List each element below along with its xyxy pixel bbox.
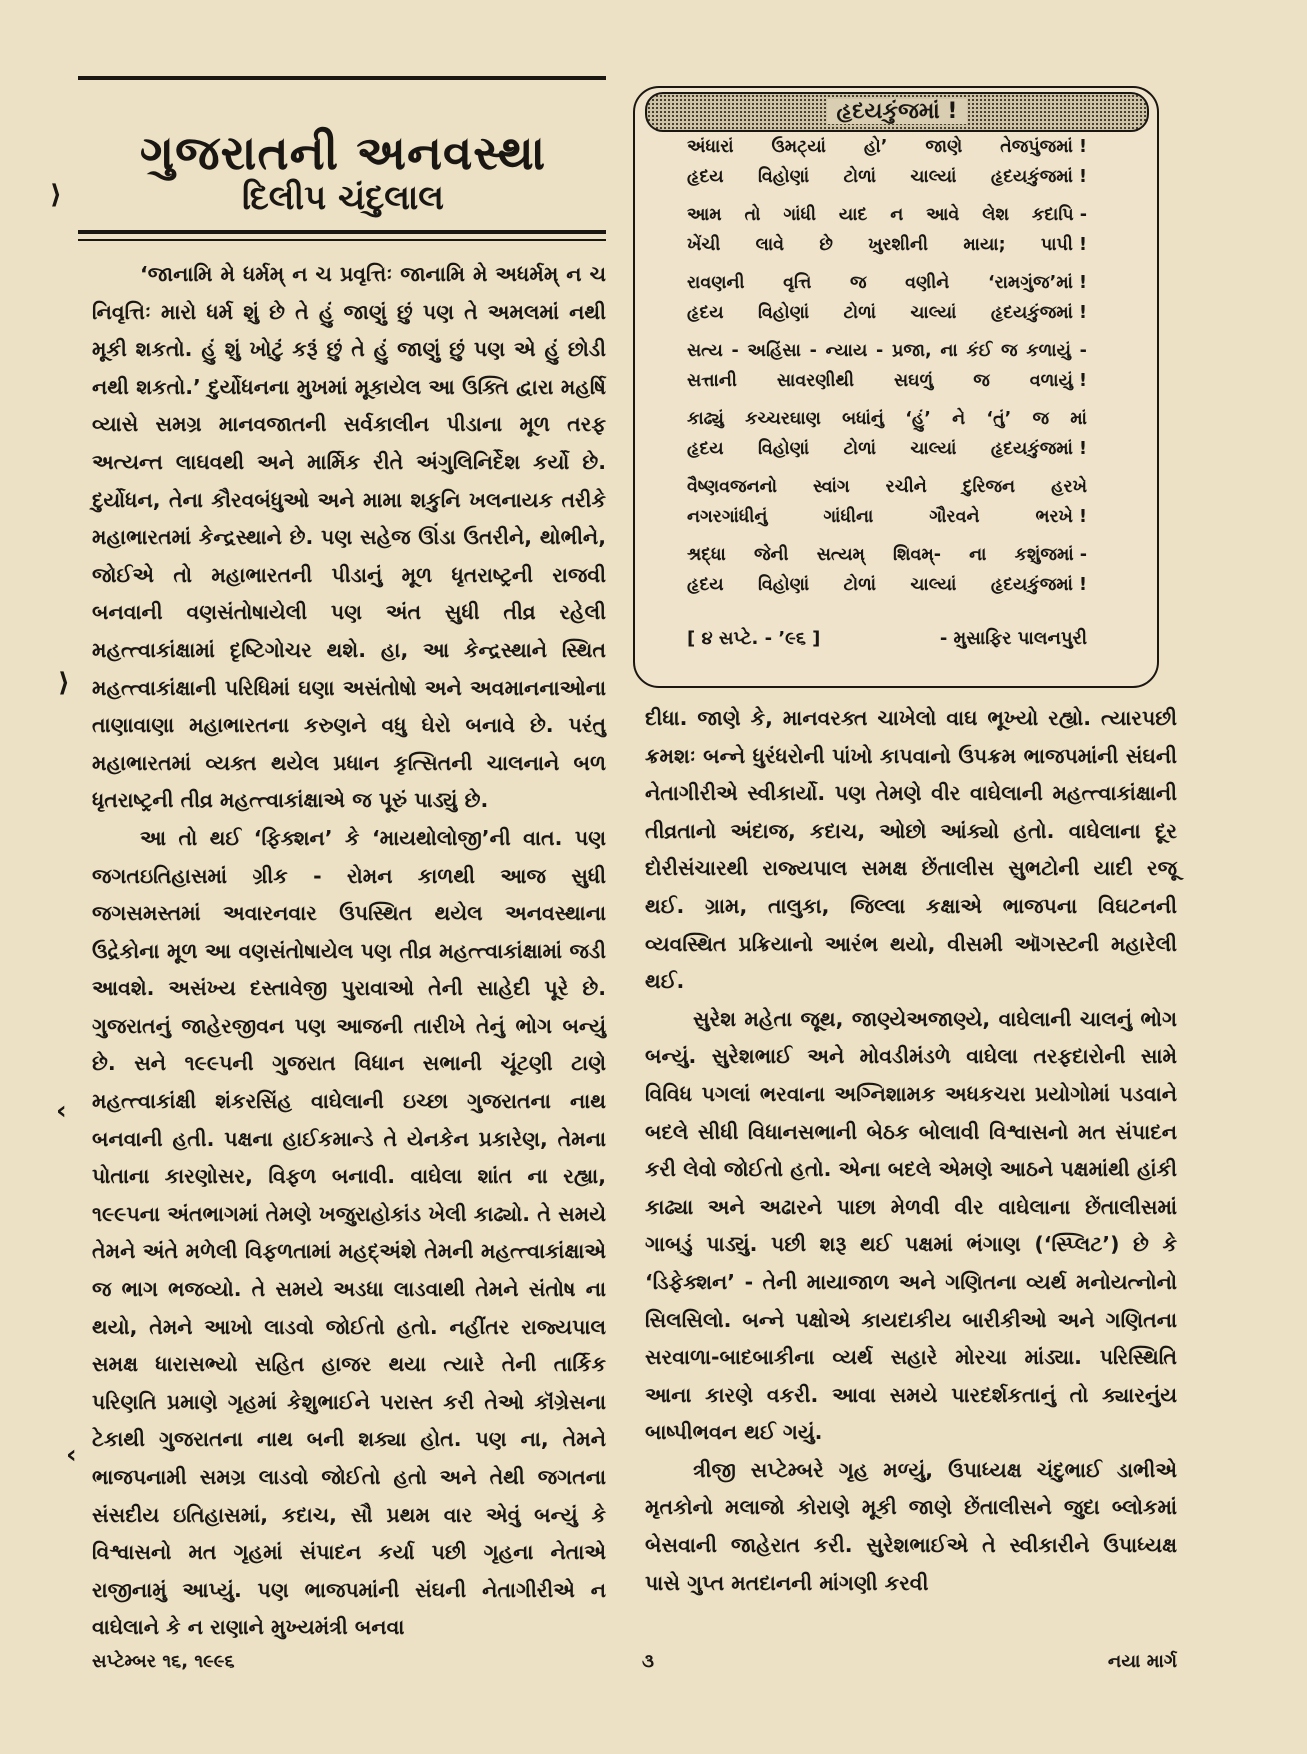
poem-word: સત્તાની [687, 371, 737, 391]
issue-date: સપ્ટેમ્બર ૧૬, ૧૯૯૬ [92, 1651, 235, 1672]
poem-word: ટોળાં [843, 167, 877, 187]
poem-stanza [687, 200, 1087, 260]
poem-stanza [687, 404, 1087, 464]
poem-word: ચાલ્યાં [910, 167, 957, 187]
poem-word: વળાયું ! [1029, 371, 1087, 391]
poem-word: લેશ [982, 205, 1009, 225]
poem-word: ખેંચી [687, 235, 721, 255]
poem-word: ન્યાય [825, 341, 868, 361]
title-bottom-rule-2 [78, 239, 606, 241]
poem-line [687, 268, 1087, 298]
poem-word: વિહોણાં [757, 439, 810, 459]
poem-word: હૃદય [687, 439, 724, 459]
magazine-name: નયા માર્ગ [1107, 1651, 1177, 1672]
poem-word: સઘળું [893, 371, 934, 391]
poem-word: ઉમટ્યાં [771, 137, 826, 157]
poem-stanza [687, 336, 1087, 396]
poem-word: ને [952, 409, 966, 429]
poem-line [687, 336, 1087, 366]
poem-word: પાપી ! [1040, 235, 1087, 255]
poem-stanza [687, 268, 1087, 328]
poem-line [687, 162, 1087, 192]
poem-word: ના [969, 545, 987, 565]
poem-word: વૃત્તિ [783, 273, 812, 293]
binding-mark: ⟩ [50, 180, 62, 210]
poem-word: વિહોણાં [757, 167, 810, 187]
poem-word: છે [819, 235, 833, 255]
poem-word: શ્રદ્ધા [687, 545, 726, 565]
poem-word: ‘રામગુંજ’માં ! [987, 273, 1087, 293]
poem-word: ગાંધીના [823, 507, 874, 527]
poem-line [687, 200, 1087, 230]
poem-line [687, 298, 1087, 328]
poem-word: અહિંસા [747, 341, 801, 361]
poem-word: હૃદય [687, 167, 724, 187]
poem-word: હૃદયકુંજમાં ! [990, 439, 1087, 459]
page-number: ૩ [642, 1651, 654, 1672]
poem-word: ચાલ્યાં [910, 303, 957, 323]
poem-word: રાવણની [687, 273, 745, 293]
poem-word: હૃદયકુંજમાં ! [990, 303, 1087, 323]
poem-word: વિહોણાં [757, 575, 810, 595]
poem-word: ચાલ્યાં [910, 439, 957, 459]
poem-line [687, 132, 1087, 162]
poem-word: - [1079, 341, 1087, 361]
poem-word: રચીને [885, 477, 927, 497]
poem-word: સાવરણીથી [776, 371, 854, 391]
title-top-rule [78, 76, 606, 80]
poem-title: હૃદયકુંજમાં ! [827, 99, 968, 124]
article-author: દિલીપ ચંદુલાલ [242, 178, 444, 218]
poem-word: વિહોણાં [757, 303, 810, 323]
poem-word: તેજપુંજમાં ! [1000, 137, 1087, 157]
poem-word: ખુરશીની [868, 235, 929, 255]
poem-author: - મુસાફિર પાલનપુરી [939, 628, 1087, 649]
poem-word: દુરિજન [962, 477, 1016, 497]
poem-word: જ [849, 273, 867, 293]
poem-word: વૈષ્ણવજનનો [687, 477, 778, 497]
poem-word: આવે [926, 205, 960, 225]
poem-word: ના [940, 341, 958, 361]
article-title: ગુજરાતની અનવસ્થા [139, 126, 547, 182]
poem-word: કદાપિ - [1031, 205, 1087, 225]
poem-box [633, 86, 1159, 688]
poem-word: શિવમ્- [893, 545, 941, 565]
poem-line [687, 434, 1087, 464]
poem-word: હૃદય [687, 303, 724, 323]
binding-mark: ‹ [56, 1096, 67, 1126]
poem-word: ન [890, 205, 904, 225]
poem-word: નગરગાંધીનું [687, 507, 768, 527]
poem-word: ટોળાં [843, 303, 877, 323]
poem-word: કશુંજમાં - [1014, 545, 1087, 565]
poem-date: [ ૪ સપ્ટે. - ’૯૬ ] [687, 628, 821, 649]
poem-word: હૃદયકુંજમાં ! [990, 167, 1087, 187]
poem-line [687, 404, 1087, 434]
poem-word: હૃદયકુંજમાં ! [990, 575, 1087, 595]
poem-word: જાણે [925, 137, 963, 157]
paragraph: સુરેશ મહેતા જૂથ, જાણ્યેઅજાણ્યે, વાઘેલાની ચાલનું ભોગ બન્યું. સુરેશભાઈ અને મોવડીમંડળે વાઘેલા તરફદારોની સામે વિવિધ પગલાં ભરવાના અગ્નિશામક અધકચરા પ્રયોગોમાં પડવાને બદલે સીધી વિધાનસભાની બેઠક બોલાવી વિશ્વાસનો મત સંપાદન કરી લેવો જોઈતો હતો. એના બદલે એમણે આઠને પક્ષમાંથી હાંકી કાઢ્યા અને અઢારને પાછા મેળવી વીર વાઘેલાના છેંતાલીસમાં ગાબડું પાડ્યું. પછી શરૂ થઈ પક્ષમાં ભંગાણ (‘સ્પ્લિટ’) છે કે ‘ડિફેક્શન’ - તેની માયાજાળ અને ગણિતના વ્યર્થ મનોયત્નોનો સિલસિલો. બન્ને પક્ષોએ કાયદાકીય બારીકીઓ અને ગણિતના સરવાળા-બાદબાકીના વ્યર્થ સહારે મોરચા માંડ્યા. પરિસ્થિતિ આના કારણે વકરી. આવા સમયે પારદર્શકતાનું તો ક્યારનુંય બાષ્પીભવન થઈ ગયું. [645, 1006, 1177, 1445]
poem-word: બધાંનું [842, 409, 884, 429]
poem-line [687, 570, 1087, 600]
poem-stanza [687, 132, 1087, 192]
poem-word: જેની [753, 545, 789, 565]
poem-word: ‘તું’ [986, 409, 1012, 429]
poem-word: યાદ [838, 205, 868, 225]
paragraph: ‘જાનામિ મે ધર્મમ્ ન ચ પ્રવૃત્તિઃ જાનામિ મે અધર્મમ્ ન ચ નિવૃત્તિઃ મારો ધર્મ શું છે તે હું જાણું છું પણ તે અમલમાં નથી મૂકી શકતો. હું શું ખોટું કરૂં છું તે હું જાણું છું પણ એ હું છોડી નથી શકતો.’ દુર્યોધનના મુખમાં મૂકાયેલ આ ઉક્તિ દ્વારા મહર્ષિ વ્યાસે સમગ્ર માનવજાતની સર્વકાલીન પીડાના મૂળ તરફ અત્યન્ત લાઘવથી અને માર્મિક રીતે અંગુલિનિર્દેશ કર્યો છે. દુર્યોધન, તેના કૌરવબંધુઓ અને મામા શકુનિ ખલનાયક તરીકે મહાભારતમાં કેન્દ્રસ્થાને છે. પણ સહેજ ઊંડા ઉતરીને, થોભીને, જોઈએ તો મહાભારતની પીડાનું મૂળ ધૃતરાષ્ટ્રની રાજવી બનવાની વણસંતોષાયેલી પણ અંત સુધી તીવ્ર રહેલી મહત્ત્વાકાંક્ષામાં દૃષ્ટિગોચર થશે. હા, આ કેન્દ્રસ્થાને સ્થિત મહત્ત્વાકાંક્ષાની પરિધિમાં ઘણા અસંતોષો અને અવમાનનાઓના તાણાવાણા મહાભારતના કરુણને વધુ ઘેરો બનાવે છે. પરંતુ મહાભારતમાં વ્યક્ત થયેલ પ્રધાન કૃત્સિતની ચાલનાને બળ ધૃતરાષ્ટ્રની તીવ્ર મહત્ત્વાકાંક્ષાએ જ પૂરું પાડ્યું છે. [92, 262, 606, 813]
poem-word: માં [1070, 409, 1087, 429]
poem-word: સ્વાંગ [813, 477, 850, 497]
poem-line [687, 230, 1087, 260]
poem-word: કળાયું [1026, 341, 1071, 361]
poem-word: - [731, 341, 739, 361]
poem-line [687, 540, 1087, 570]
poem-word: ટોળાં [843, 575, 877, 595]
poem-word: આમ [687, 205, 722, 225]
poem-word: - [809, 341, 817, 361]
poem-word: લાવે [755, 235, 785, 255]
poem-word: - [876, 341, 884, 361]
paragraph: ત્રીજી સપ્ટેમ્બરે ગૃહ મળ્યું, ઉપાધ્યક્ષ ચંદુભાઈ ડાભીએ મૃતકોનો મલાજો કોરાણે મૂકી જાણે છેંતાલીસને જુદા બ્લોકમાં બેસવાની જાહેરાત કરી. સુરેશભાઈએ તે સ્વીકારીને ઉપાધ્યક્ષ પાસે ગુપ્ત મતદાનની માંગણી કરવી [645, 1457, 1177, 1595]
poem-word: ‘હું’ [905, 409, 931, 429]
poem-word: ટોળાં [843, 439, 877, 459]
poem-line [687, 472, 1087, 502]
binding-mark: ⟩ [58, 668, 70, 698]
poem-word: કંઈ [966, 341, 993, 361]
article-right-column [645, 700, 1177, 1602]
poem-word: પ્રજા, [892, 341, 932, 361]
poem-line [687, 502, 1087, 532]
poem-word: જ [1032, 409, 1050, 429]
page-footer [92, 1651, 1177, 1681]
poem-word: કચ્ચરઘાણ [745, 409, 821, 429]
poem-footer [687, 628, 1087, 649]
poem-word: કાઢ્યું [687, 409, 724, 429]
paragraph: આ તો થઈ ‘ફિક્શન’ કે ‘માયથોલોજી’ની વાત. પણ જગતઇતિહાસમાં ગ્રીક - રોમન કાળથી આજ સુધી જગસમસ્તમાં અવારનવાર ઉપસ્થિત થયેલ અનવસ્થાના ઉદ્રેકોના મૂળ આ વણસંતોષાયેલ પણ તીવ્ર મહત્ત્વાકાંક્ષામાં જડી આવશે. અસંખ્ય દસ્તાવેજી પુરાવાઓ તેની સાહેદી પૂરે છે. ગુજરાતનું જાહેરજીવન પણ આજની તારીખે તેનું ભોગ બન્યું છે. સને ૧૯૯૫ની ગુજરાત વિધાન સભાની ચૂંટણી ટાણે મહત્ત્વાકાંક્ષી શંકરસિંહ વાઘેલાની ઇચ્છા ગુજરાતના નાથ બનવાની હતી. પક્ષના હાઈકમાન્ડે તે યેનકેન પ્રકારેણ, તેમના પોતાના કારણોસર, વિફળ બનાવી. વાઘેલા શાંત ના રહ્યા, ૧૯૯૫ના અંતભાગમાં તેમણે ખજુરાહોકાંડ ખેલી કાઢ્યો. તે સમયે તેમને અંતે મળેલી વિફળતામાં મહદ્અંશે તેમની મહત્ત્વાકાંક્ષાએ જ ભાગ ભજવ્યો. તે સમયે અડધા લાડવાથી તેમને સંતોષ ના થયો, તેમને આખો લાડવો જોઈતો હતો. નહીંતર રાજ્યપાલ સમક્ષ ધારાસભ્યો સહિત હાજર થયા ત્યારે તેની તાર્કિક પરિણતિ પ્રમાણે ગૃહમાં કેશુભાઈને પરાસ્ત કરી તેઓ કૉંગ્રેસના ટેકાથી ગુજરાતના નાથ બની શક્યા હોત. પણ ના, તેમને ભાજપનામી સમગ્ર લાડવો જોઈતો હતો અને તેથી જગતના સંસદીય ઇતિહાસમાં, કદાચ, સૌ પ્રથમ વાર એવું બન્યું કે વિશ્વાસનો મત ગૃહમાં સંપાદન કર્યા પછી ગૃહના નેતાએ રાજીનામું આપ્યું. પણ ભાજપમાંની સંઘની નેતાગીરીએ ન વાઘેલાને કે ન રાણાને મુખ્યમંત્રી બનવા [92, 825, 606, 1640]
poem-word: જ [1001, 341, 1018, 361]
paragraph: દીધા. જાણે કે, માનવરક્ત ચાખેલો વાઘ ભૂખ્યો રહ્યો. ત્યારપછી ક્રમશઃ બન્ને ધુરંધરોની પાંખો કાપવાનો ઉપક્રમ ભાજપમાંની સંઘની નેતાગીરીએ સ્વીકાર્યો. પણ તેમણે વીર વાઘેલાની મહત્ત્વાકાંક્ષાની તીવ્રતાનો અંદાજ, કદાચ, ઓછો આંક્યો હતો. વાઘેલાના દૂર દોરીસંચારથી રાજ્યપાલ સમક્ષ છેંતાલીસ સુભટોની યાદી રજૂ થઈ. ગ્રામ, તાલુકા, જિલ્લા કક્ષાએ ભાજપના વિઘટનની વ્યવસ્થિત પ્રક્રિયાનો આરંભ થયો, વીસમી ઑગસ્ટની મહારેલી થઈ. [645, 706, 1177, 994]
poem-word: માયા; [963, 235, 1006, 255]
poem-word: ચાલ્યાં [910, 575, 957, 595]
poem-word: ગૌરવને [929, 507, 980, 527]
poem-word: અંધારાં [687, 137, 734, 157]
poem-word: હો’ [863, 137, 888, 157]
binding-mark: ‹ [66, 1440, 77, 1470]
poem-word: હરખે [1051, 477, 1087, 497]
poem-stanza [687, 472, 1087, 532]
article-left-column [92, 256, 606, 1647]
poem-line [687, 366, 1087, 396]
poem-word: ગાંધી [783, 205, 816, 225]
poem-stanza [687, 540, 1087, 600]
poem-word: તો [744, 205, 761, 225]
poem-word: જ [973, 371, 990, 391]
poem-word: સત્યમ્ [816, 545, 865, 565]
poem-title-banner [645, 92, 1149, 132]
poem-word: વણીને [905, 273, 950, 293]
title-bottom-rule [78, 230, 606, 234]
poem-word: હૃદય [687, 575, 724, 595]
poem-word: સત્ય [687, 341, 723, 361]
poem-word: ભરખે ! [1035, 507, 1087, 527]
